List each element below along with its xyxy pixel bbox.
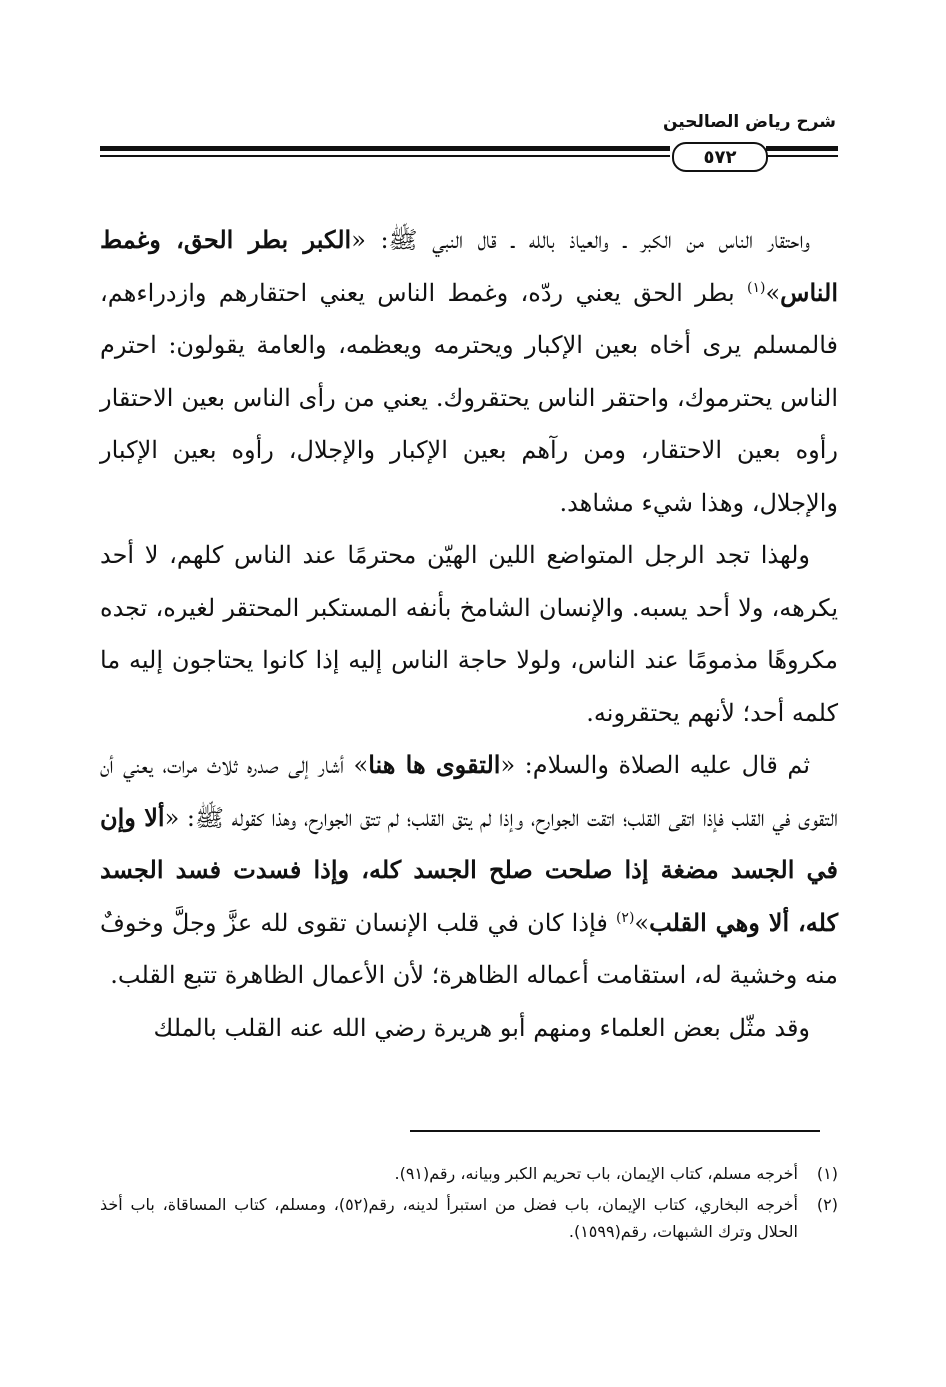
paragraph-1-text-b: بطر الحق يعني ردّه، وغمط الناس يعني احتقارهم وازدراءهم، فالمسلم يرى أخاه بعين الإكبار ويحترمه ويعظمه، والعامة يقولون: احترم الناس يحترموك، واحتقر الناس يحتقروك. يعني من رأى الناس بعين الاحتقار رأوه بعين الاحتقار، ومن رآهم بعين الإكبار والإجلال، رأوه بعين الإكبار والإجلال، وهذا شيء مشاهد. — [100, 278, 838, 517]
footnote-ref-1: (١) — [747, 279, 766, 296]
header-rule-thin-right — [766, 155, 838, 157]
footnotes — [100, 1160, 838, 1249]
main-text — [100, 214, 838, 1054]
footnote-ref-2: (٢) — [615, 909, 635, 926]
paragraph-3 — [100, 739, 838, 1002]
page-number: ٥٧٢ — [672, 142, 768, 172]
header-rule-thick-left — [100, 146, 670, 151]
footnote-2 — [100, 1191, 838, 1245]
footnote-number: (١) — [816, 1164, 838, 1183]
quote-close: » — [765, 278, 781, 307]
hadith-quote-qalb: ألا وإن في الجسد مضغة إذا صلحت صلح الجسد كله، وإذا فسدت فسد الجسد كله، ألا وهي القلب — [100, 802, 838, 937]
footnote-number: (٢) — [816, 1195, 838, 1214]
paragraph-3-text-b: » أشار إلى صدره ثلاث مرات، يعني أن التقوى في القلب فإذا اتقى القلب؛ اتقت الجوارح، وإذا لم يتق القلب؛ لم تتق الجوارح، وهذا كقوله ﷺ: « — [100, 751, 839, 832]
hadith-quote-kibr: الكبر بطر الحق، وغمط الناس — [100, 225, 838, 307]
hadith-quote-taqwa: التقوى ها هنا — [368, 750, 501, 779]
paragraph-3-text-a: ثم قال عليه الصلاة والسلام: « — [500, 751, 811, 779]
header-rule-thick-right — [766, 146, 838, 151]
paragraph-1 — [100, 214, 838, 529]
header-rule-thin-left — [100, 155, 670, 157]
paragraph-1-text-a: واحتقار الناس من الكبر ـ والعياذ بالله ـ قال النبي ﷺ: « — [351, 226, 810, 254]
header-rule — [100, 140, 838, 170]
footnote-text: أخرجه البخاري، كتاب الإيمان، باب فضل من استبرأ لدينه، رقم(٥٢)، ومسلم، كتاب المساقاة، باب أخذ الحلال وترك الشبهات، رقم(١٥٩٩). — [100, 1195, 799, 1241]
footnote-text: أخرجه مسلم، كتاب الإيمان، باب تحريم الكبر وبيانه، رقم(٩١). — [394, 1164, 798, 1183]
footnote-separator — [410, 1130, 820, 1132]
quote-close: » — [634, 908, 650, 937]
paragraph-4: وقد مثّل بعض العلماء ومنهم أبو هريرة رضي الله عنه القلب بالملك — [153, 1013, 810, 1042]
running-title: شرح رياض الصالحين — [662, 112, 836, 132]
paragraph-3-text-c: فإذا كان في قلب الإنسان تقوى لله عزَّ وجلَّ وخوفٌ منه وخشية له، استقامت أعماله الظاهرة؛ لأن الأعمال الظاهرة تتبع القلب. — [100, 908, 838, 989]
footnote-1 — [100, 1160, 838, 1187]
paragraph-2: ولهذا تجد الرجل المتواضع اللين الهيّن محترمًا عند الناس كلهم، لا أحد يكرهه، ولا أحد يسبه. والإنسان الشامخ بأنفه المستكبر المحتقر لغيره، تجده مكروهًا مذمومًا عند الناس، ولولا حاجة الناس إليه إذا كانوا يحتاجون إليه ما كلمه أحد؛ لأنهم يحتقرونه. — [100, 541, 838, 727]
